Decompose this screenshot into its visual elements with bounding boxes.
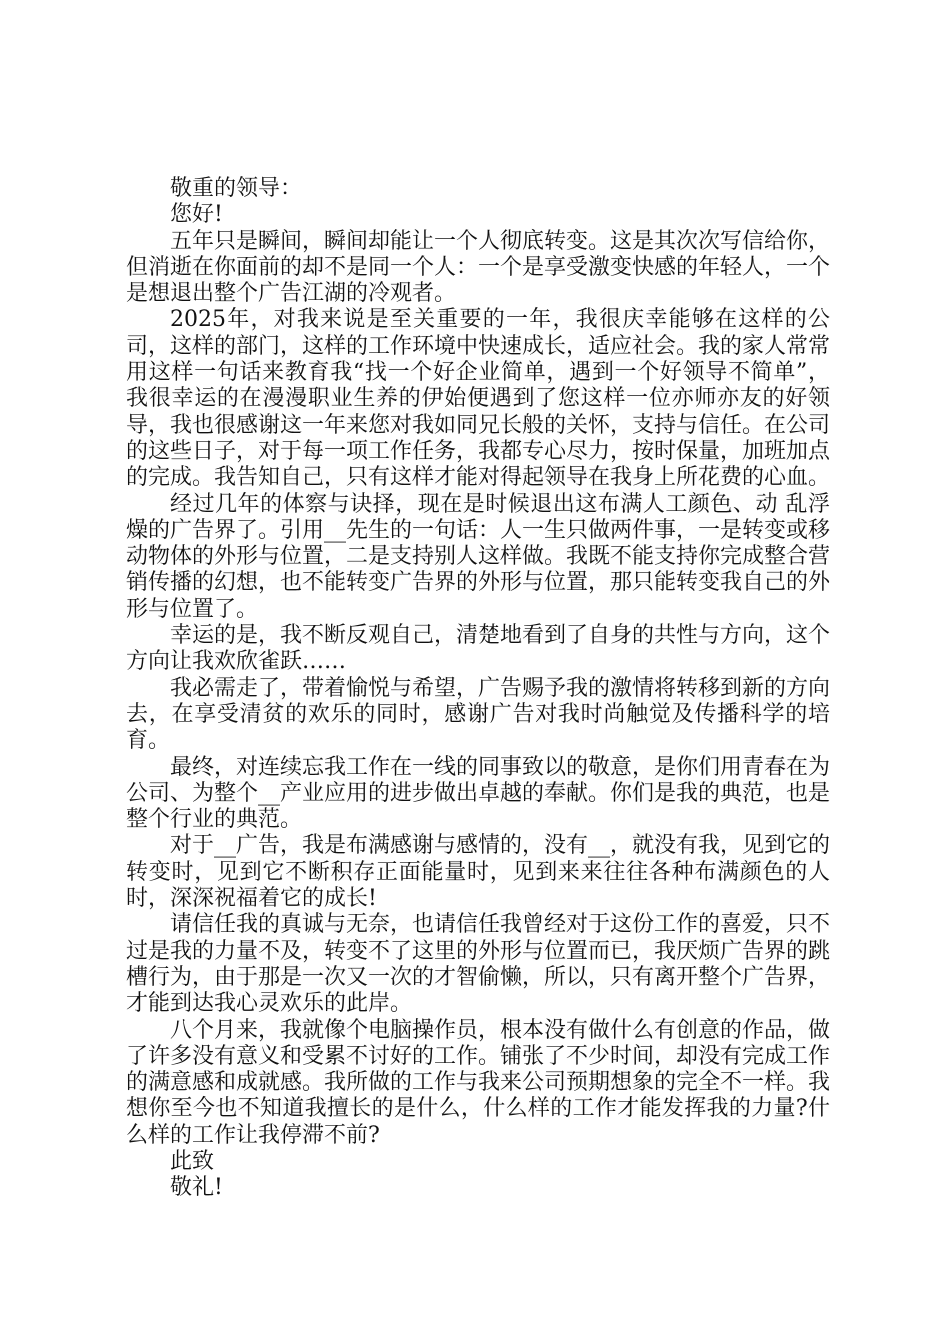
paragraph-1: 五年只是瞬间，瞬间却能让一个人彻底转变。这是其次次写信给你，但消逝在你面前的却不是同一个人：一个是享受激变快感的年轻人，一个是想退出整个广告江湖的冷观者。 (126, 228, 831, 307)
closing-line-2: 敬礼! (170, 1175, 223, 1201)
paragraph-6: 最终，对连续忘我工作在一线的同事致以的敬意，是你们用青春在为公司、为整个__产业应用的进步做出卓越的奉献。你们是我的典范，也是整个行业的典范。 (126, 754, 831, 833)
paragraph-3: 经过几年的体察与诀择，现在是时候退出这布满人工颜色、动 乱浮燥的广告界了。引用__先生的一句话：人一生只做两件事，一是转变或移动物体的外形与位置，二是支持别人这样做。我既不能支持你完成整合营销传播的幻想，也不能转变广告界的外形与位置，那只能转变我自己的外形与位置了。 (126, 491, 831, 622)
paragraph-9: 八个月来，我就像个电脑操作员，根本没有做什么有创意的作品，做了许多没有意义和受累不讨好的工作。铺张了不少时间，却没有完成工作的满意感和成就感。我所做的工作与我来公司预期想象的完全不一样。我想你至今也不知道我擅长的是什么，什么样的工作才能发挥我的力量?什么样的工作让我停滞不前? (126, 1017, 831, 1148)
paragraph-2: 2025年，对我来说是至关重要的一年，我很庆幸能够在这样的公司，这样的部门，这样的工作环境中快速成长，适应社会。我的家人常常用这样一句话来教育我“找一个好企业简单，遇到一个好领导不简单”，我很幸运的在漫漫职业生养的伊始便遇到了您这样一位亦师亦友的好领导，我也很感谢这一年来您对我如同兄长般的关怀，支持与信任。在公司的这些日子，对于每一项工作任务，我都专心尽力，按时保量，加班加点的完成。我告知自己，只有这样才能对得起领导在我身上所花费的心血。 (126, 307, 831, 491)
greeting: 您好! (170, 202, 223, 228)
paragraph-4: 幸运的是，我不断反观自己，清楚地看到了自身的共性与方向，这个方向让我欢欣雀跃…… (126, 623, 831, 675)
paragraph-7: 对于__广告，我是布满感谢与感情的，没有__，就没有我，见到它的转变时，见到它不断积存正面能量时，见到来来往往各种布满颜色的人时，深深祝福着它的成长! (126, 833, 831, 912)
closing-line-1: 此致 (170, 1148, 215, 1174)
resignation-letter (126, 176, 830, 1202)
salutation: 敬重的领导： (170, 176, 303, 201)
paragraph-5: 我必需走了，带着愉悦与希望，广告赐予我的激情将转移到新的方向去，在享受清贫的欢乐的同时，感谢广告对我时尚触觉及传播科学的培育。 (126, 675, 831, 754)
paragraph-8: 请信任我的真诚与无奈，也请信任我曾经对于这份工作的喜爱，只不过是我的力量不及，转变不了这里的外形与位置而已，我厌烦广告界的跳槽行为，由于那是一次又一次的才智偷懒，所以，只有离开整个广告界，才能到达我心灵欢乐的此岸。 (126, 912, 831, 1017)
